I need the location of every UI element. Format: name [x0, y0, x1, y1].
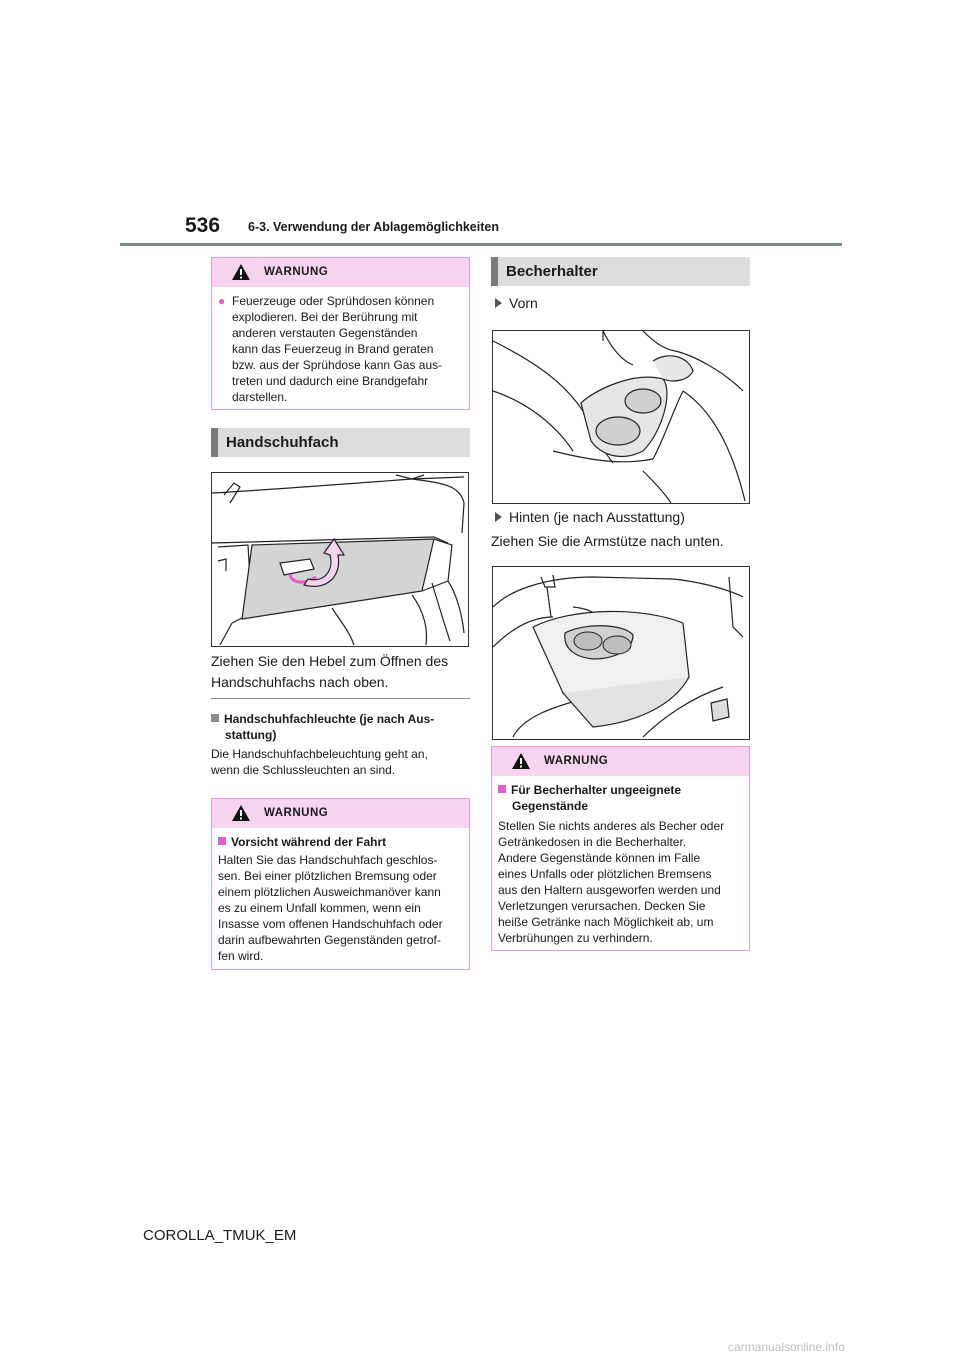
- front-label: Vorn: [495, 293, 538, 314]
- chapter-title: 6-3. Verwendung der Ablagemöglichkeiten: [248, 220, 499, 234]
- glovebox-caption: [211, 651, 471, 693]
- warning-line: sen. Bei einer plötzlichen Bremsung oder: [218, 869, 437, 883]
- text-line: wenn die Schlussleuchten an sind.: [211, 763, 396, 777]
- divider: [211, 698, 470, 699]
- warning-line: Andere Gegenstände können im Falle: [498, 851, 701, 865]
- warning-line: kann das Feuerzeug in Brand geraten: [232, 342, 434, 356]
- warning-line: aus den Haltern ausgeworfen werden und: [498, 883, 721, 897]
- warning-header: [212, 799, 469, 828]
- warning-line: Getränkedosen in die Becherhalter.: [498, 835, 687, 849]
- gray-square-bullet-icon: [211, 714, 219, 722]
- warning-line: Halten Sie das Handschuhfach geschlos-: [218, 853, 438, 867]
- warning-triangle-icon: [231, 263, 251, 281]
- warning-line: Feuerzeuge oder Sprühdosen können: [232, 294, 435, 308]
- warning-line: bzw. aus der Sprühdose kann Gas aus-: [232, 358, 443, 372]
- text-line: Die Handschuhfachbeleuchtung geht an,: [211, 747, 428, 761]
- warning-box-driving: [211, 798, 470, 970]
- glovebox-light-text: [211, 746, 471, 778]
- warning-line: Insasse vom offenen Handschuhfach oder: [218, 917, 443, 931]
- watermark: carmanualsonline.info: [728, 1340, 845, 1354]
- page-number: 536: [185, 214, 221, 237]
- warning-box-cupholder: [491, 746, 750, 951]
- arrow-bullet-icon: [495, 512, 502, 522]
- warning-heading: Gegenstände: [512, 799, 589, 813]
- warning-line: darin aufbewahrten Gegenständen getrof-: [218, 933, 441, 947]
- rear-instruction: Ziehen Sie die Armstütze nach unten.: [491, 533, 724, 549]
- subheading-line: Handschuhfachleuchte (je nach Aus-: [224, 712, 435, 726]
- header-rule: [120, 243, 842, 246]
- warning-heading: Vorsicht während der Fahrt: [231, 835, 387, 849]
- warning-label: WARNUNG: [264, 266, 329, 278]
- warning-line: Verletzungen verursachen. Decken Sie: [498, 899, 706, 913]
- section-heading-glovebox: Handschuhfach: [211, 428, 470, 457]
- rear-cupholder-illustration: [492, 566, 750, 740]
- warning-header: [212, 258, 469, 287]
- warning-body: [492, 776, 749, 954]
- warning-body: [212, 287, 469, 413]
- section-heading-cupholder: Becherhalter: [491, 257, 750, 286]
- warning-line: eines Unfalls oder plötzlichen Bremsens: [498, 867, 712, 881]
- caption-line: Handschuhfachs nach oben.: [211, 674, 389, 690]
- model-code: COROLLA_TMUK_EM: [143, 1227, 297, 1244]
- warning-label: WARNUNG: [264, 807, 329, 819]
- warning-line: explodieren. Bei der Berührung mit: [232, 310, 418, 324]
- glovebox-light-heading: [211, 711, 471, 743]
- warning-line: darstellen.: [232, 390, 288, 404]
- rear-label: Hinten (je nach Ausstattung): [495, 507, 685, 528]
- pink-square-bullet-icon: [218, 837, 226, 845]
- warning-line: einem plötzlichen Ausweichmanöver kann: [218, 885, 441, 899]
- warning-line: Stellen Sie nichts anderes als Becher oder: [498, 819, 725, 833]
- warning-line: es zu einem Unfall kommen, wenn ein: [218, 901, 421, 915]
- arrow-bullet-icon: [495, 298, 502, 308]
- warning-body: [212, 828, 469, 972]
- warning-line: fen wird.: [218, 949, 264, 963]
- warning-line: Verbrühungen zu verhindern.: [498, 931, 653, 945]
- pink-square-bullet-icon: [498, 785, 506, 793]
- front-cupholder-illustration: [492, 330, 750, 504]
- warning-triangle-icon: [511, 752, 531, 770]
- warning-header: [492, 747, 749, 776]
- caption-line: Ziehen Sie den Hebel zum Öffnen des: [211, 653, 449, 669]
- glovebox-illustration: [211, 472, 469, 647]
- warning-line: heiße Getränke nach Möglichkeit ab, um: [498, 915, 714, 929]
- warning-triangle-icon: [231, 804, 251, 822]
- bullet-icon: ●: [218, 294, 226, 308]
- subheading-line: stattung): [225, 728, 277, 742]
- warning-label: WARNUNG: [544, 755, 609, 767]
- warning-heading: Für Becherhalter ungeeignete: [511, 783, 682, 797]
- warning-box-lighters: [211, 257, 470, 410]
- warning-line: treten und dadurch eine Brandgefahr: [232, 374, 429, 388]
- warning-line: anderen verstauten Gegenständen: [232, 326, 418, 340]
